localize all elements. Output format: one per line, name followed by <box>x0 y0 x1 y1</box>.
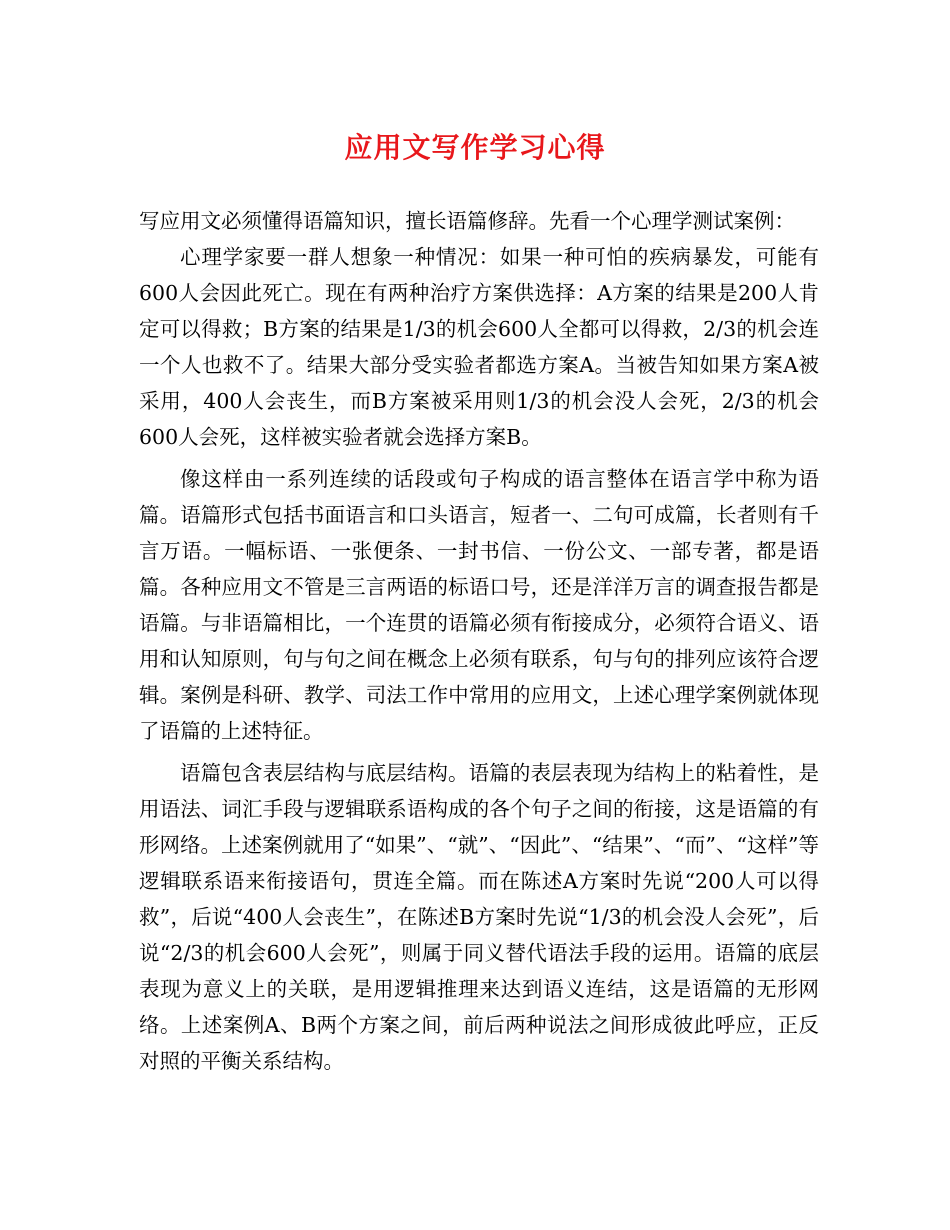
case-paragraph: 心理学家要一群人想象一种情况：如果一种可怕的疾病暴发，可能有600人会因此死亡。现在有两种治疗方案供选择：A方案的结果是200人肯定可以得救；B方案的结果是1/3的机会600人全都可以得救，2/3的机会连一个人也救不了。结果大部分受实验者都选方案A。当被告知如果方案A被采用，400人会丧生，而B方案被采用则1/3的机会没人会死，2/3的机会600人会死，这样被实验者就会选择方案B。 <box>139 245 819 449</box>
intro-paragraph: 写应用文必须懂得语篇知识，擅长语篇修辞。先看一个心理学测试案例： <box>139 209 795 233</box>
discourse-structure-paragraph: 语篇包含表层结构与底层结构。语篇的表层表现为结构上的粘着性，是用语法、词汇手段与逻辑联系语构成的各个句子之间的衔接，这是语篇的有形网络。上述案例就用了“如果”、“就”、“因此”、“结果”、“而”、“这样”等逻辑联系语来衔接语句，贯连全篇。而在陈述A方案时先说“200人可以得救”，后说“400人会丧生”，在陈述B方案时先说“1/3的机会没人会死”，后说“2/3的机会600人会死”，则属于同义替代语法手段的运用。语篇的底层表现为意义上的关联，是用逻辑推理来达到语义连结，这是语篇的无形网络。上述案例A、B两个方案之间，前后两种说法之间形成彼此呼应，正反对照的平衡关系结构。 <box>139 761 819 1073</box>
document-title: 应用文写作学习心得 <box>344 131 606 164</box>
document-body <box>139 203 819 1079</box>
discourse-definition-paragraph: 像这样由一系列连续的话段或句子构成的语言整体在语言学中称为语篇。语篇形式包括书面语言和口头语言，短者一、二句可成篇，长者则有千言万语。一幅标语、一张便条、一封书信、一份公文、一部专著，都是语篇。各种应用文不管是三言两语的标语口号，还是洋洋万言的调查报告都是语篇。与非语篇相比，一个连贯的语篇必须有衔接成分，必须符合语义、语用和认知原则，句与句之间在概念上必须有联系，句与句的排列应该符合逻辑。案例是科研、教学、司法工作中常用的应用文，上述心理学案例就体现了语篇的上述特征。 <box>139 467 819 743</box>
